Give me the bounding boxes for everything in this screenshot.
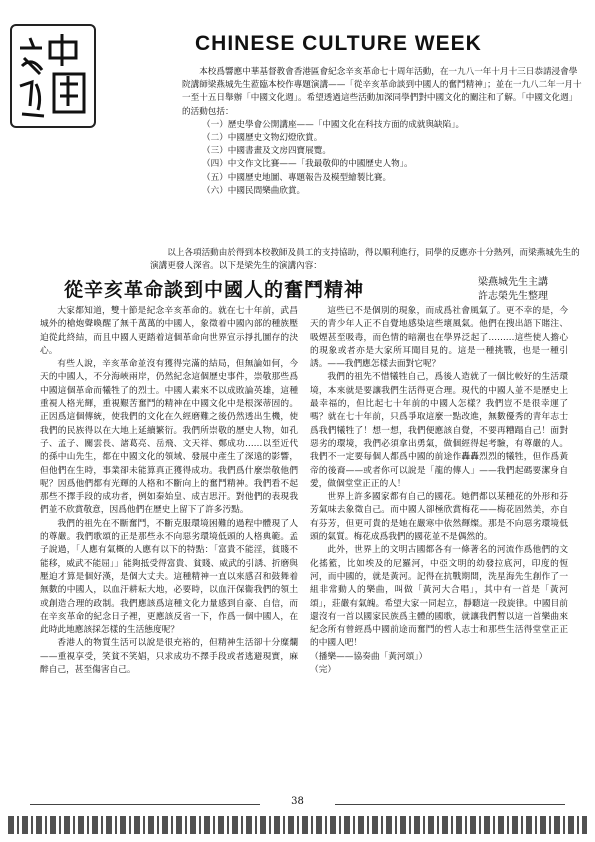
activity-item: （四）中文作文比賽——「我最敬仰的中國歷史人物」。 (202, 159, 413, 170)
activity-item: （一）歷史學會公開講座——「中國文化在科技方面的成就與缺陷」。 (202, 119, 465, 130)
intro-section (182, 66, 582, 198)
activity-item: （三）中國書畫及文房四寶展覽。 (202, 146, 331, 157)
article-paragraph: 我們的祖先在不斷奮鬥，不斷克服環境困難的過程中體現了人的尊嚴。我們歌頌的正是那些永不向惡劣環境低頭的人格典範。孟子說過，「人應有氣概的人應有以下的特點：「富貴不能淫，貧賤不能移，威武不能屈」」能夠抵受得富貴、貧賤、威武的引誘、折磨與壓迫才算是個好漢，是個大丈夫。這種精神一直以來感召和鼓舞着無數的中國人，以血汗耕耘大地，必要時，以血汗保衞我們的領土或創造合理的政制。我們應該爲這種文化力量感到自豪、自信，而在辛亥革命的紀念日子裡，更應該反省一下，作爲一個中國人，在此時此地應該採怎樣的生活態度呢？ (40, 518, 298, 636)
activity-item: （二）中國歷史文物幻燈欣賞。 (202, 133, 323, 144)
end-mark: （完） (310, 665, 337, 676)
decorative-border (8, 816, 587, 834)
intro-paragraph: 本校爲響應中華基督教會香港區會紀念辛亥革命七十周年活動，在一九八一年十月十三日恭請浸會學院講師梁燕城先生蒞臨本校作專題演講——「從辛亥革命談到中國人的奮鬥精神」；並在一九八二年一月十一至十五日舉辦「中國文化週」。希望透過這些活動加深同學們對中國文化的關注和了解。「中國文化週」的活動包括： (182, 67, 582, 117)
activity-list (202, 119, 582, 198)
page-number: 38 (291, 796, 304, 807)
chinese-culture-week-seal (10, 24, 96, 128)
editor-credit: 許志榮先生整理 (478, 291, 548, 302)
article-column-right (310, 305, 568, 677)
article-paragraph: 這些已不是個別的現象，而成爲社會風氣了。更不幸的是，今天的青少年人正不自覺地感染這些壞風氣。他們在搜出語下賭注、吸煙甚至吸毒，而色情的暗潮也在學界泛起了………這些使人擔心的現象或者亦是大家所耳聞目見的。這是一種挑戰，也是一種引誘。——我們應怎樣去面對它呢？ (310, 306, 568, 370)
article-title: 從辛亥革命談到中國人的奮鬥精神 (64, 279, 365, 301)
speaker-credit: 梁燕城先生主講 (478, 277, 548, 288)
article-paragraph: 此外，世界上的文明古國都各有一條著名的河流作爲他們的文化搖籃，比如埃及的尼羅河，中亞文明的幼發拉底河，印度的恆河，而中國的，就是黃河。記得在抗戰期間，洗星海先生創作了一組非常動人的樂曲，叫做「黃河大合唱」，其中有一首是「黃河頌」，莊嚴有氣魄。希望大家一同起立，靜聽這一段旋律。中國目前還沒有一首以國家民族爲主體的國歌，就讓我們暫以這一首樂曲來紀念所有曾經爲中國前途而奮鬥的哲人志士和那些生活得堂堂正正的中國人吧！ (310, 545, 568, 649)
intro-closing-paragraph: 以上各項活動由於得到本校教師及員工的支持協助，得以順利進行，同學的反應亦十分熱列，而梁燕城先生的演講更發人深省。以下是梁先生的演講內容： (150, 248, 580, 272)
activity-item: （六）中國民間樂曲欣賞。 (202, 185, 306, 196)
page-title: CHINESE CULTURE WEEK (195, 32, 482, 55)
footer-divider (335, 804, 565, 805)
article-paragraph: 世界上許多國家都有自己的國花。她們都以某種花的外形和芬芳氣味去象徵自己。而中國人卻極欣賞梅花——梅花固然美，亦自有芬芳，但更可貴的是她在嚴寒中依然輝燦。那是不向惡劣環境低頭的氣質。梅花成爲我們的國花並不是偶然的。 (310, 492, 568, 543)
seal-calligraphy-icon (12, 26, 94, 126)
page-footer (0, 796, 595, 812)
music-note: （播樂——協奏曲「黃河頌」） (310, 651, 428, 662)
article-column-left (40, 305, 298, 677)
article-paragraph: 香港人的物質生活可以說是很充裕的，但精神生活卻十分糜爛——重視享受，笑貧不笑娼，只求成功不擇手段或者逃避現實，麻醉自己，甚至傷害自己。 (40, 638, 298, 676)
article-paragraph: 大家都知道，雙十節是紀念辛亥革命的。就在七十年前，武昌城外的槍炮聲喚醒了無千萬萬的中國人，象徵着中國內部的種族壓迫從此終結，而且中國人更踏着這個革命向世界宣示掙扎圖存的決心。 (40, 306, 298, 356)
activity-item: （五）中國歷史地圖、專題報告及模型繪製比賽。 (202, 172, 392, 183)
article-byline (478, 276, 548, 304)
article-paragraph: 有些人說，辛亥革命並沒有獲得完滿的結局，但無論如何，今天的中國人，不分海峽兩岸，仍然紀念這個歷史事件，崇敬那些爲中國這個革命而犧牲了的烈士。中國人素來不以成敗論英雄，這種重視人格光輝，重視艱苦奮鬥的精神在中國文化中是根深蒂固的。正因爲這個傳統，使我們的文化在久經磨難之後仍然透出生機，使我們的民族得以在大地上延續繁衍。我們所崇敬的歷史人物，如孔子、孟子、關雲長、諸葛亮、岳飛、文天祥、鄭成功……以至近代的孫中山先生，都在中國文化的領域、發展中產生了深遠的影響，但他們在生時，事業卻未能算真正獲得成功。我們爲什麼崇敬他們呢？因爲他們都有光輝的人格和不斷向上的奮鬥精神。我們看不起那些不擇手段的成功者，例如秦始皇、成吉思汗。對他們的表現我們並不欣賞敬意，因爲他們在歷史上留下了許多汚點。 (40, 359, 298, 516)
article-paragraph: 我們的祖先不惜犧牲自己，爲後人造就了一個比較好的生活環境，本來就是要讓我們生活得更合理。現代的中國人並不是歷史上最幸福的，但比起七十年前的中國人怎樣？我們豈不是很幸運了嗎？就在七十年前，只爲爭取這麼一點改進，無數優秀的青年志士爲我們犧牲了！想一想，我們便應該自覺，不要再糟蹋自己！面對惡劣的環境，我們必須拿出勇氣，做個經得起考驗，有尊嚴的人。我們不一定要每個人都爲中國的前途作轟轟烈烈的犧牲，但作爲黃帝的後裔——或者你可以說是「龍的傳人」——我們起碼要潔身自愛，做個堂堂正正的人！ (310, 372, 568, 489)
